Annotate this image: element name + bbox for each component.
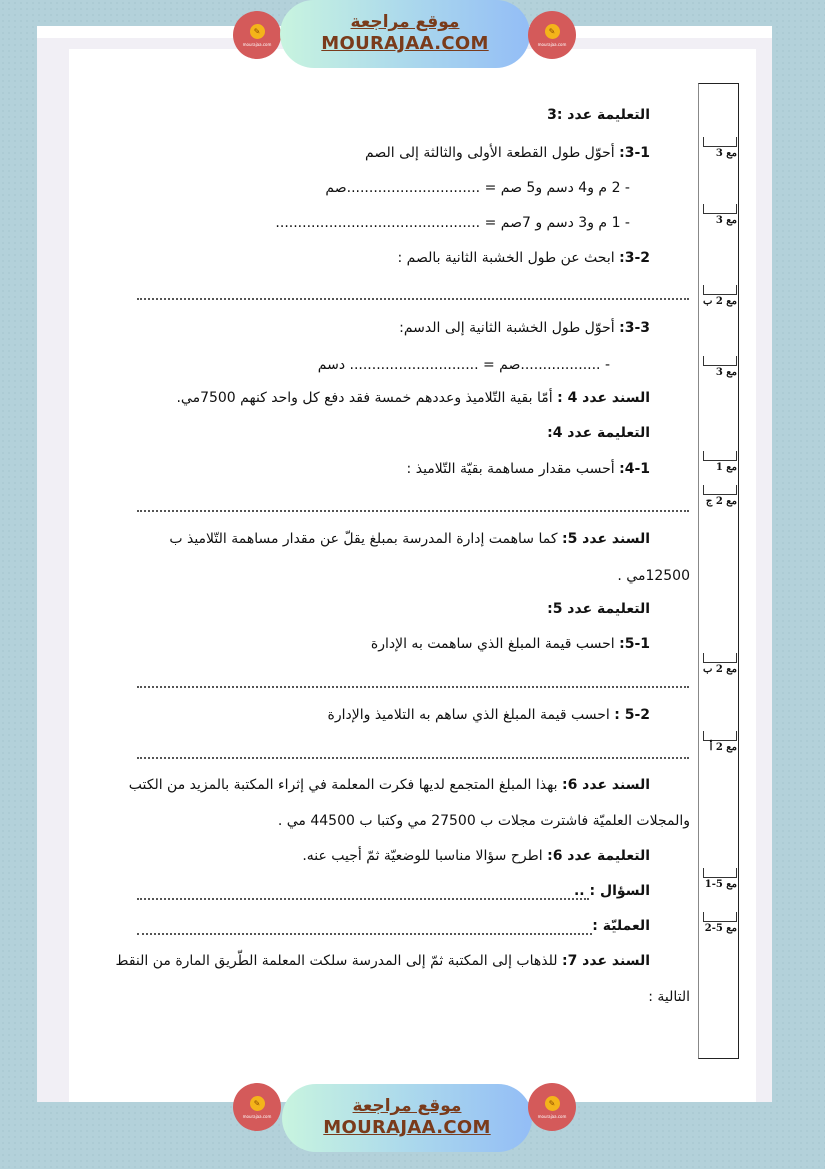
- answer-line-4-1[interactable]: [137, 510, 689, 512]
- instruction-3-title: التعليمة عدد :3: [547, 107, 650, 123]
- instruction-5-title: التعليمة عدد 5:: [547, 601, 650, 617]
- support-text: كما ساهمت إدارة المدرسة بمبلغ يقلّ عن مقدار مساهمة التّلاميذ ب: [169, 531, 558, 547]
- watermark-logo-right-bottom: [528, 1083, 576, 1131]
- question-3-2: [398, 250, 650, 266]
- watermark-logo-right: [528, 11, 576, 59]
- support-label: السند عدد 7:: [561, 953, 650, 969]
- support-6-line-2: والمجلات العلميّة فاشترت مجلات ب 27500 مي وكتبا ب 44500 مي .: [277, 813, 690, 829]
- operation-answer-line[interactable]: [137, 933, 592, 935]
- instruction-label: التعليمة عدد 6:: [547, 848, 650, 864]
- watermark-latin: MOURAJAA.COM: [321, 33, 489, 54]
- question-label: 4-1:: [619, 461, 650, 477]
- support-7: [116, 953, 650, 969]
- grading-mark: مع 5-1: [703, 868, 737, 890]
- question-4-1: [407, 461, 650, 477]
- conversion-item-1[interactable]: - 2 م و4 دسم و5 صم = ..............................صم: [325, 180, 630, 196]
- instruction-text: اطرح سؤالا مناسبا للوضعيّة ثمّ أجيب عنه.: [302, 848, 543, 864]
- question-label: 5-1:: [619, 636, 650, 652]
- question-5-2: [328, 707, 650, 723]
- book-icon: ✎: [545, 24, 560, 39]
- support-text: للذهاب إلى المكتبة ثمّ إلى المدرسة سلكت المعلمة الطّريق المارة من النقط: [115, 953, 558, 969]
- question-label: 3-3:: [619, 320, 650, 336]
- question-text: احسب قيمة المبلغ الذي ساهمت به الإدارة: [370, 636, 615, 652]
- operation-label-field: العمليّة :: [592, 918, 650, 934]
- watermark-banner-bottom[interactable]: [282, 1084, 532, 1152]
- book-icon: ✎: [250, 24, 265, 39]
- question-text: ابحث عن طول الخشبة الثانية بالصم :: [397, 250, 615, 266]
- question-text: أحوّل طول القطعة الأولى والثالثة إلى الصم: [365, 145, 615, 161]
- conversion-item-3-3[interactable]: - ..................صم = ............................. دسم: [317, 357, 610, 373]
- answer-line-5-1[interactable]: [137, 686, 689, 688]
- question-label-field: السؤال : ..: [573, 883, 650, 899]
- grading-mark: مع 2 ج: [703, 485, 737, 507]
- book-icon: ✎: [545, 1096, 560, 1111]
- question-text: أحسب مقدار مساهمة بقيّة التّلاميذ :: [406, 461, 615, 477]
- support-7-line-2: التالية :: [648, 989, 690, 1005]
- grading-mark: مع 5-2: [703, 912, 737, 934]
- logo-text: mourajaa.com: [242, 1113, 272, 1119]
- grading-mark: مع 2 أ: [703, 731, 737, 753]
- grading-mark: مع 3: [703, 204, 737, 226]
- support-label: السند عدد 5:: [561, 531, 650, 547]
- instruction-4-title: التعليمة عدد 4:: [547, 425, 650, 441]
- support-4: [176, 390, 650, 406]
- support-label: السند عدد 4 :: [557, 390, 650, 406]
- answer-line-5-2[interactable]: [137, 757, 689, 759]
- question-3-1: [365, 145, 650, 161]
- question-label: 3-2:: [619, 250, 650, 266]
- question-answer-line[interactable]: [137, 898, 589, 900]
- book-icon: ✎: [250, 1096, 265, 1111]
- grading-mark: مع 3: [703, 356, 737, 378]
- question-3-3: [399, 320, 650, 336]
- logo-text: mourajaa.com: [537, 41, 567, 47]
- grading-mark: مع 2 ب: [703, 653, 737, 675]
- question-label: 5-2 :: [614, 707, 650, 723]
- support-text: بهذا المبلغ المتجمع لديها فكرت المعلمة في إثراء المكتبة بالمزيد من الكتب: [128, 777, 558, 793]
- grading-mark: مع 1: [703, 451, 737, 473]
- watermark-arabic: موقع مراجعة: [350, 12, 460, 32]
- conversion-item-2[interactable]: - 1 م و3 دسم و 7صم = ..............................................: [275, 215, 630, 231]
- support-label: السند عدد 6:: [561, 777, 650, 793]
- support-text: أمّا بقية التّلاميذ وعددهم خمسة فقد دفع كل واحد كنهم 7500مي.: [176, 390, 553, 406]
- grading-mark: مع 2 ب: [703, 285, 737, 307]
- support-5-line-2: 12500مي .: [617, 568, 690, 584]
- question-text: احسب قيمة المبلغ الذي ساهم به التلاميذ والإدارة: [327, 707, 610, 723]
- logo-text: mourajaa.com: [242, 41, 272, 47]
- instruction-6: [302, 848, 650, 864]
- question-text: أحوّل طول الخشبة الثانية إلى الدسم:: [399, 320, 615, 336]
- watermark-arabic: موقع مراجعة: [352, 1096, 462, 1116]
- support-5: [169, 531, 650, 547]
- answer-line-3-2[interactable]: [137, 298, 689, 300]
- question-5-1: [371, 636, 650, 652]
- question-label: 3-1:: [619, 145, 650, 161]
- grading-mark: مع 3: [703, 137, 737, 159]
- watermark-banner-top[interactable]: [280, 0, 530, 68]
- support-6: [129, 777, 650, 793]
- watermark-latin: MOURAJAA.COM: [323, 1117, 491, 1138]
- watermark-logo-left-bottom: [233, 1083, 281, 1131]
- watermark-logo-left: [233, 11, 281, 59]
- logo-text: mourajaa.com: [537, 1113, 567, 1119]
